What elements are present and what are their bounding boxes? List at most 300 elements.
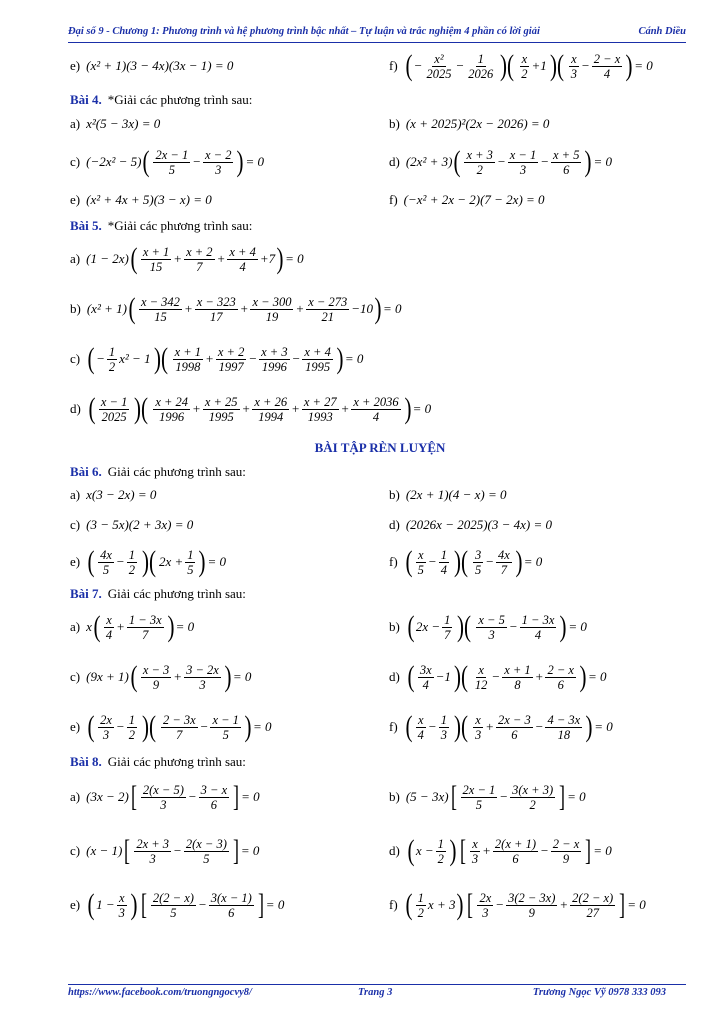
exercise-row [70,108,690,140]
equation: ( − $\frac{\text{x²}}{2025}$ − $\frac{1}{2026}$ )( $\frac{x}{2}$ +1 )( $\frac{x}{3}$ − $\frac{2 - x}{4}$ ) = 0 [405,49,653,82]
item-label: e) [70,58,81,73]
fraction-denominator: 7 [500,562,507,577]
equation: ( $\frac{x - 1}{2025}$ )( $\frac{x + 24}{1996}$ + $\frac{x + 25}{1995}$ + $\frac{x + 26}{1994}$ + $\frac{x + 27}{1993}$ + $\frac{x + 2036}{4}$ ) = 0 [88,392,432,425]
exercise-item [389,612,690,642]
fraction-numerator: x + 2036 [353,394,399,409]
fraction [184,837,229,866]
fraction-numerator: 3(x + 3) [512,782,554,797]
fraction-denominator: 5 [168,162,175,177]
exercise-item [70,294,690,324]
fraction [210,713,240,742]
fraction-numerator: x − 273 [308,294,348,309]
fraction-denominator: 1995 [305,359,331,374]
text: a) [70,487,81,502]
fraction-denominator: 27 [586,905,599,920]
fraction [252,395,289,424]
fraction-numerator: 2(2 − x) [152,890,194,905]
fraction [464,148,494,177]
fraction-denominator: 3 [149,851,156,866]
fraction [203,395,240,424]
fraction [461,783,498,812]
fraction [416,548,426,577]
exercise-item [70,487,371,503]
fraction-denominator: 2 [437,851,444,866]
text: b) [389,789,400,804]
fraction [302,345,332,374]
exercise-item [70,712,371,742]
fraction-denominator: 12 [474,677,488,692]
fraction-numerator: x + 4 [304,344,331,359]
exercise-item [70,836,371,866]
text: d) [389,669,400,684]
equation: ( $\frac{2x}{3}$ − $\frac{1}{2}$ )( $\frac{2 - 3x}{7}$ − $\frac{x - 1}{5}$ ) = 0 [87,710,272,743]
fraction [209,891,254,920]
fraction-numerator: x + 2 [186,244,213,259]
fraction-numerator: x + 26 [254,394,288,409]
fraction-denominator: 3 [519,162,527,177]
fraction [520,613,557,642]
fraction-denominator: 1996 [159,409,185,424]
fraction-numerator: 4 − 3x [547,712,581,727]
equation: ( $\frac{4x}{5}$ − $\frac{1}{2}$ )( 2x + $\frac{1}{5}$ ) = 0 [87,545,227,578]
text: Bài 6. [70,464,102,479]
equation: (2026x − 2025)(3 − 4x) = 0 [405,517,553,532]
fraction-denominator: 4 [417,727,424,742]
text: c) [70,154,81,169]
fraction [476,613,506,642]
fraction [570,891,615,920]
fraction-numerator: 2 − 3x [162,712,196,727]
fraction-numerator: 3x [419,662,432,677]
fraction-numerator: 3 [474,547,482,562]
fraction [139,295,182,324]
fraction-denominator: 4 [440,562,447,577]
equation: (−x² + 2x − 2)(7 − 2x) = 0 [403,192,545,207]
header-title: Đại số 9 - Chương 1: Phương trình và hệ phương trình bậc nhất – Tự luận và trắc nghiệm 4 phần có lời giải [68,26,540,37]
exercise-item [389,712,690,742]
equation: ( $\frac{3x}{4}$ −1 )( $\frac{x}{12}$ − $\frac{x + 1}{8}$ + $\frac{2 - x}{6}$ ) = 0 [407,660,607,693]
fraction-denominator: 2 [521,66,528,81]
fraction-numerator: x + 4 [229,244,256,259]
fraction-numerator: 2x − 3 [497,712,531,727]
fraction [134,837,171,866]
fraction [477,891,493,920]
text: f) [389,897,398,912]
fraction [199,783,229,812]
fraction [259,345,289,374]
fraction [551,148,581,177]
fraction [496,713,533,742]
fraction-denominator: 6 [210,797,218,812]
fraction-denominator: 1997 [218,359,244,374]
fraction-numerator: 1 [444,612,451,627]
equation: (3x − 2) [ $\frac{2(x - 5)}{3}$ − $\frac{3 - x}{6}$ ] = 0 [86,780,260,813]
exercise-item [70,116,371,132]
fraction [151,891,196,920]
fraction-numerator: x + 1 [142,244,170,259]
exercise-item [389,487,690,503]
fraction-denominator: 3 [215,162,222,177]
equation: (5 − 3x) [ $\frac{2x - 1}{5}$ − $\frac{3(x + 3)}{2}$ ] = 0 [405,780,586,813]
fraction-numerator: x + 25 [204,394,238,409]
text: b) [389,487,400,502]
fraction [127,613,164,642]
fraction-numerator: x [418,712,424,727]
exercise-item [70,394,690,424]
equation: (2x + 1)(4 − x) = 0 [405,487,507,502]
text: a) [70,789,81,804]
fraction-denominator: 3 [440,727,447,742]
fraction-numerator: 4x [497,547,510,562]
fraction-numerator: 1 [128,547,135,562]
text: a) [70,116,81,131]
equation: (x² + 1) ( $\frac{x - 342}{15}$ + $\frac{x - 323}{17}$ + $\frac{x - 300}{19}$ + $\frac{x - 273}{21}$ −10 ) = 0 [86,292,402,325]
fraction [141,663,171,692]
fraction-numerator: 2 − x [552,836,580,851]
exercise-item [389,836,690,866]
fraction [416,891,426,920]
fraction-denominator: 3 [160,797,167,812]
equation: ( x − $\frac{1}{2}$ ) [ $\frac{x}{3}$ + $\frac{2(x + 1)}{6}$ − $\frac{2 - x}{9}$ ] = 0 [407,834,612,867]
fraction-numerator: 2 − x [593,51,621,66]
exercise-row [70,480,690,510]
fraction [98,548,114,577]
exercise-item [70,517,371,533]
fraction-numerator: 2x − 1 [462,782,496,797]
fraction [473,548,483,577]
header-brand: Cánh Diều [638,26,686,37]
fraction [439,548,449,577]
fraction-denominator: 4 [603,66,611,81]
fraction-numerator: x + 3 [261,344,288,359]
fraction-denominator: 1998 [175,359,201,374]
fraction [203,148,233,177]
fraction-numerator: x − 323 [196,294,236,309]
fraction-numerator: x + 27 [303,394,337,409]
fraction [227,245,257,274]
facebook-link[interactable]: https://www.facebook.com/truongngocvy8/ [68,987,252,998]
fraction-denominator: 9 [528,905,535,920]
equation: (3 − 5x)(2 + 3x) = 0 [86,517,194,532]
text: Giải các phương trình sau: [107,754,246,769]
fraction [184,663,221,692]
fraction [153,148,190,177]
exercise-item [70,612,371,642]
text: *Giải các phương trình sau: [107,218,253,233]
fraction-denominator: 2 [128,727,135,742]
exercise-item [389,890,690,920]
exercise-row [70,334,690,384]
fraction-numerator: x − 342 [140,294,180,309]
fraction-denominator: 1996 [261,359,287,374]
fraction-numerator: 1 [417,890,424,905]
fraction-denominator: 5 [474,562,482,577]
fraction-denominator: 17 [209,309,223,324]
exercise-row [70,284,690,334]
fraction-denominator: 5 [203,851,210,866]
fraction-numerator: 4x [100,547,112,562]
fraction-denominator: 4 [372,409,380,424]
fraction-denominator: 6 [511,727,518,742]
exercise-item [70,344,690,374]
equation: x ( $\frac{x}{4}$ + $\frac{1 - 3x}{7}$ ) = 0 [86,610,195,643]
fraction-numerator: x + 2 [217,344,245,359]
fraction-numerator: 3 − x [200,782,228,797]
exercise-item [70,547,371,577]
fraction [107,345,117,374]
fraction-numerator: x − 3 [142,662,170,677]
text: b) [70,301,81,316]
fraction [442,613,452,642]
page-content [70,48,690,932]
fraction-numerator: 2x [479,890,492,905]
text: Giải các phương trình sau: [107,464,246,479]
fraction-numerator: x [472,836,478,851]
fraction [466,52,495,81]
fraction-numerator: x + 3 [466,147,493,162]
fraction-denominator: 19 [265,309,279,324]
fraction-numerator: 2(x − 3) [185,836,227,851]
fraction-denominator: 6 [512,851,519,866]
equation: ( $\frac{1}{2}$ x + 3 ) [ $\frac{2x}{3}$ − $\frac{3(2 - 3x)}{9}$ + $\frac{2(2 - x)}{27}$ ] = 0 [405,888,646,921]
text: c) [70,843,81,858]
fraction-numerator: 1 [128,712,135,727]
equation: x²(5 − 3x) = 0 [86,116,161,131]
fraction-denominator: 4 [534,627,542,642]
exercise-item [70,147,371,177]
fraction-denominator: 5 [475,797,483,812]
fraction-numerator: 3(x − 1) [210,890,252,905]
fraction-numerator: 1 [477,51,484,66]
fraction-denominator: 2 [529,797,536,812]
fraction-denominator: 15 [154,309,167,324]
fraction-numerator: 2(x − 5) [142,782,184,797]
fraction-numerator: x + 24 [155,394,189,409]
fraction-numerator: 1 [187,547,194,562]
fraction [185,548,195,577]
fraction [250,295,293,324]
fraction [141,783,186,812]
fraction-numerator: x − 5 [478,612,505,627]
text: a) [70,251,81,266]
fraction-numerator: 1 [437,836,444,851]
text: f) [389,719,398,734]
fraction [551,837,581,866]
exercise-item [70,890,371,920]
fraction-numerator: 3 − 2x [186,662,219,677]
fraction [195,295,238,324]
text: b) [389,619,400,634]
exercise-item [389,662,690,692]
fraction-numerator: x − 1 [212,712,239,727]
fraction-numerator: x − 1 [509,147,537,162]
exercise-row [70,48,690,84]
fraction [184,245,214,274]
fraction-numerator: 1 [440,547,447,562]
text: c) [70,669,81,684]
fraction-denominator: 2 [128,562,135,577]
exercise-heading [70,218,690,234]
exercise-item [389,147,690,177]
fraction [508,148,538,177]
fraction-denominator: 1995 [208,409,234,424]
fraction-numerator: 2x − 1 [155,147,189,162]
fraction-numerator: 1 − 3x [521,612,555,627]
exercise-row [70,824,690,878]
exercise-heading [70,586,690,602]
fraction-denominator: 3 [570,66,577,81]
fraction [104,613,114,642]
fraction-numerator: x + 1 [174,344,202,359]
equation: (1 − 2x) ( $\frac{x + 1}{15}$ + $\frac{x + 2}{7}$ + $\frac{x + 4}{4}$ +7 ) = 0 [86,242,304,275]
exercise-row [70,652,690,702]
fraction-denominator: 15 [149,259,163,274]
item-label: f) [389,58,398,73]
equation: ( 2x − $\frac{1}{7}$ )( $\frac{x - 5}{3}$ − $\frac{1 - 3x}{4}$ ) = 0 [407,610,587,643]
author-info: Trương Ngọc Vỹ 0978 333 093 [532,987,666,998]
exercise-row [70,702,690,752]
fraction [216,345,246,374]
text: Bài 7. [70,586,102,601]
exercise-row [70,510,690,540]
fraction-denominator: 5 [170,905,177,920]
exercise-item [70,244,690,274]
fraction [545,663,575,692]
exercise-item [389,782,690,812]
fraction-denominator: 2025 [101,409,127,424]
equation: (2x² + 3) ( $\frac{x + 3}{2}$ − $\frac{x - 1}{3}$ − $\frac{x + 5}{6}$ ) = 0 [405,145,612,178]
fraction-denominator: 1994 [258,409,284,424]
equation: ( $\frac{x}{5}$ − $\frac{1}{4}$ )( $\frac{3}{5}$ − $\frac{4x}{7}$ ) = 0 [405,545,543,578]
text: c) [70,517,81,532]
exercise-item [70,782,371,812]
exercise-row [70,140,690,184]
fraction-denominator: 9 [562,851,570,866]
exercise-item [389,51,690,81]
fraction-denominator: 2 [476,162,483,177]
fraction-denominator: 3 [471,851,479,866]
page-number: Trang 3 [358,987,393,998]
fraction [519,52,529,81]
fraction [98,713,114,742]
fraction-denominator: 3 [199,677,206,692]
text: c) [70,351,81,366]
fraction [161,713,198,742]
fraction [502,663,532,692]
fraction-numerator: x [118,890,125,905]
exercise-item [389,116,690,132]
equation: (x − 1) [ $\frac{2x + 3}{3}$ − $\frac{2(x - 3)}{5}$ ] = 0 [86,834,260,867]
fraction-numerator: x² [434,51,444,66]
text: Bài 8. [70,754,102,769]
fraction-numerator: x + 1 [504,662,531,677]
text: f) [389,554,398,569]
fraction [473,713,483,742]
fraction [127,713,137,742]
exercise-item [389,547,690,577]
fraction-numerator: 2x + 3 [136,836,170,851]
fraction [117,891,127,920]
fraction-denominator: 4 [239,259,246,274]
exercise-row [70,384,690,434]
exercise-row [70,234,690,284]
fraction-denominator: 5 [417,562,424,577]
text: f) [389,192,398,207]
fraction [127,548,137,577]
fraction [351,395,400,424]
exercise-heading [70,464,690,480]
text: e) [70,192,81,207]
fraction [506,891,557,920]
fraction-numerator: x [571,51,577,66]
page-footer [68,984,686,1001]
fraction-denominator: 5 [222,727,229,742]
fraction-denominator: 2 [108,359,116,374]
text: d) [70,401,81,416]
fraction [99,395,129,424]
text: Giải các phương trình sau: [107,586,246,601]
fraction-denominator: 3 [474,727,482,742]
fraction-denominator: 7 [176,727,183,742]
fraction [569,52,579,81]
fraction [173,345,203,374]
fraction [302,395,339,424]
fraction-numerator: x + 5 [552,147,580,162]
fraction [493,837,538,866]
equation: (x + 2025)²(2x − 2026) = 0 [405,116,550,131]
fraction-denominator: 2026 [468,66,494,81]
fraction [470,837,480,866]
text: d) [389,154,400,169]
fraction-denominator: 6 [563,162,570,177]
exercise-row [70,540,690,584]
fraction-denominator: 2 [417,905,424,920]
fraction-numerator: 2 − x [547,662,574,677]
fraction-denominator: 3 [482,905,489,920]
fraction [306,295,349,324]
fraction-denominator: 1993 [307,409,333,424]
fraction-numerator: 1 − 3x [128,612,162,627]
section-title: BÀI TẬP RÈN LUYỆN [314,440,446,455]
fraction-numerator: 1 [440,712,447,727]
text: e) [70,897,81,912]
fraction [592,52,622,81]
equation: (−2x² − 5) ( $\frac{2x - 1}{5}$ − $\frac{x - 2}{3}$ ) = 0 [86,145,265,178]
text: b) [389,116,400,131]
fraction-numerator: 2(x + 1) [494,836,536,851]
fraction-numerator: x − 1 [100,394,128,409]
fraction-numerator: x − 2 [205,147,232,162]
fraction-numerator: 1 [108,344,116,359]
exercise-row [70,184,690,216]
equation: ( − $\frac{1}{2}$ x² − 1 )( $\frac{x + 1}{1998}$ + $\frac{x + 2}{1997}$ − $\frac{x + 3}{1996}$ − $\frac{x + 4}{1995}$ ) = 0 [87,342,364,375]
fraction [473,663,490,692]
fraction [510,783,555,812]
fraction-denominator: 3 [488,627,495,642]
exercise-heading [70,754,690,770]
exercise-item [389,517,690,533]
fraction-denominator: 4 [422,677,429,692]
equation: x(3 − 2x) = 0 [86,487,157,502]
fraction-denominator: 6 [228,905,235,920]
equation: (x² + 4x + 5)(3 − x) = 0 [86,192,212,207]
equation: (x² + 1)(3 − 4x)(3x − 1) = 0 [86,58,234,73]
equation: ( $\frac{x}{4}$ − $\frac{1}{3}$ )( $\frac{x}{3}$ + $\frac{2x - 3}{6}$ − $\frac{4 - 3x}{18}$ ) = 0 [405,710,613,743]
exercise-row [70,878,690,932]
fraction-numerator: x [521,51,528,66]
fraction [496,548,512,577]
fraction-denominator: 5 [102,562,110,577]
